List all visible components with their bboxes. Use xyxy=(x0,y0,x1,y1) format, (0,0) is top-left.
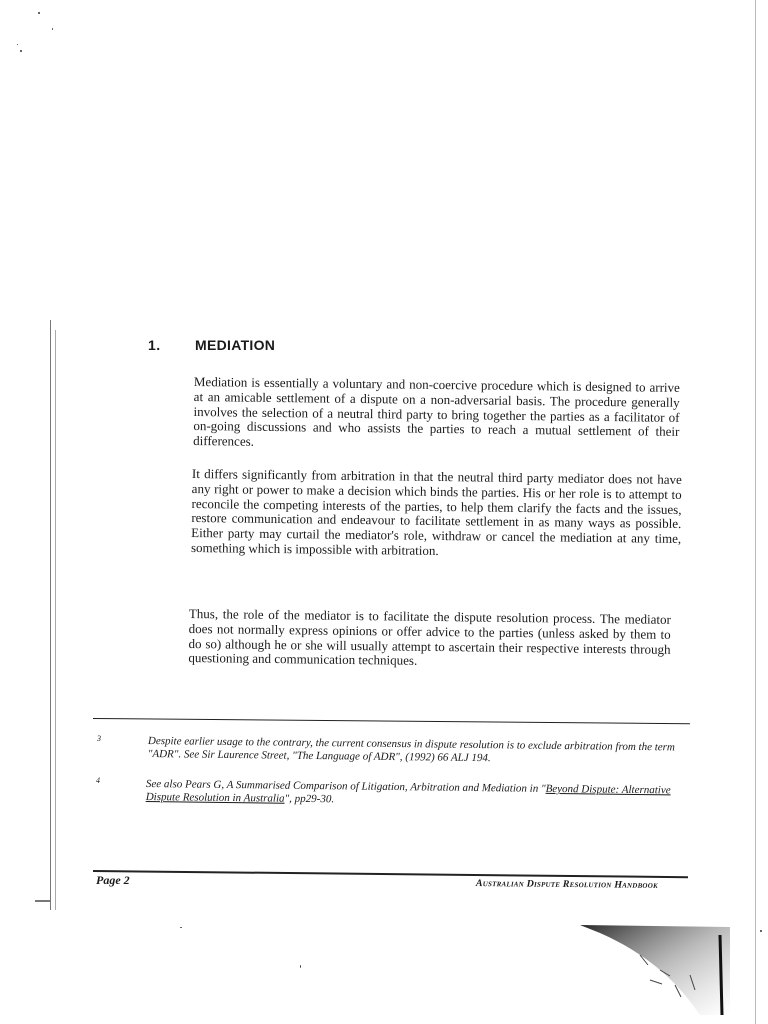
scan-noise-graphic xyxy=(580,925,730,1015)
scan-speck xyxy=(20,50,22,52)
footer-divider xyxy=(93,870,688,878)
body-paragraph: Thus, the role of the mediator is to facilitate the dispute resolution process. The mediator does not normally express opinions or offer advice to the parties (unless asked by them to do so) although he or she will usually attempt to ascertain their respective interests through questioning and communication techniques. xyxy=(188,606,671,669)
footnote-text-start: See also Pears G, A Summarised Comparison of Litigation, Arbitration and Mediation in " xyxy=(145,778,546,795)
footnote-book-reference: Beyond Dispute: Alternative Dispute Resolution in Australia xyxy=(145,782,671,805)
body-paragraph: It differs significantly from arbitration in that the neutral third party mediator does not have any right or power to make a decision which binds the parties. His or her role is to attempt to reconcile the competing interests of the parties, to help them clarify the facts and the issues, restore communication and endeavour to facilitate settlement in as many ways as possible. Either party may curtail the mediator's role, withdraw or cancel the mediation at any time, something which is impossible with arbitration. xyxy=(190,466,682,559)
body-paragraph: Mediation is essentially a voluntary and non-coercive procedure which is designed to arrive at an amicable settlement of a dispute on a non-adversarial basis. The procedure generally involves the selection of a neutral third party to bring together the parties as a facilitator of on-going discussions and who assists the parties to reach a mutual settlement of their differences. xyxy=(193,374,680,449)
right-edge-line xyxy=(755,0,756,1024)
scan-speck xyxy=(300,965,301,968)
binding-edge-line xyxy=(50,320,51,910)
scan-speck xyxy=(52,28,53,30)
binding-edge-line xyxy=(55,330,56,910)
footnote-marker: 4 xyxy=(96,776,100,785)
section-title: MEDIATION xyxy=(195,337,276,353)
binding-edge-line xyxy=(35,900,50,902)
scan-speck xyxy=(180,927,182,928)
footnote-text-end: ", pp29-30. xyxy=(284,792,335,806)
footnote-marker: 3 xyxy=(97,734,101,743)
running-footer-title: Australian Dispute Resolution Handbook xyxy=(475,878,658,891)
footnote-text: Despite earlier usage to the contrary, the current consensus in dispute resolution is to exclude arbitration from the term "ADR". See Sir Laurence Street, "The Language of ADR", (1992) 66 ALJ 194. xyxy=(147,735,675,765)
scan-speck xyxy=(760,930,762,932)
scan-speck xyxy=(38,12,40,14)
section-number: 1. xyxy=(148,337,161,353)
scan-speck xyxy=(17,44,18,45)
footnote-text xyxy=(146,778,686,811)
page-number: Page 2 xyxy=(96,873,130,887)
footnote-divider xyxy=(93,718,690,724)
